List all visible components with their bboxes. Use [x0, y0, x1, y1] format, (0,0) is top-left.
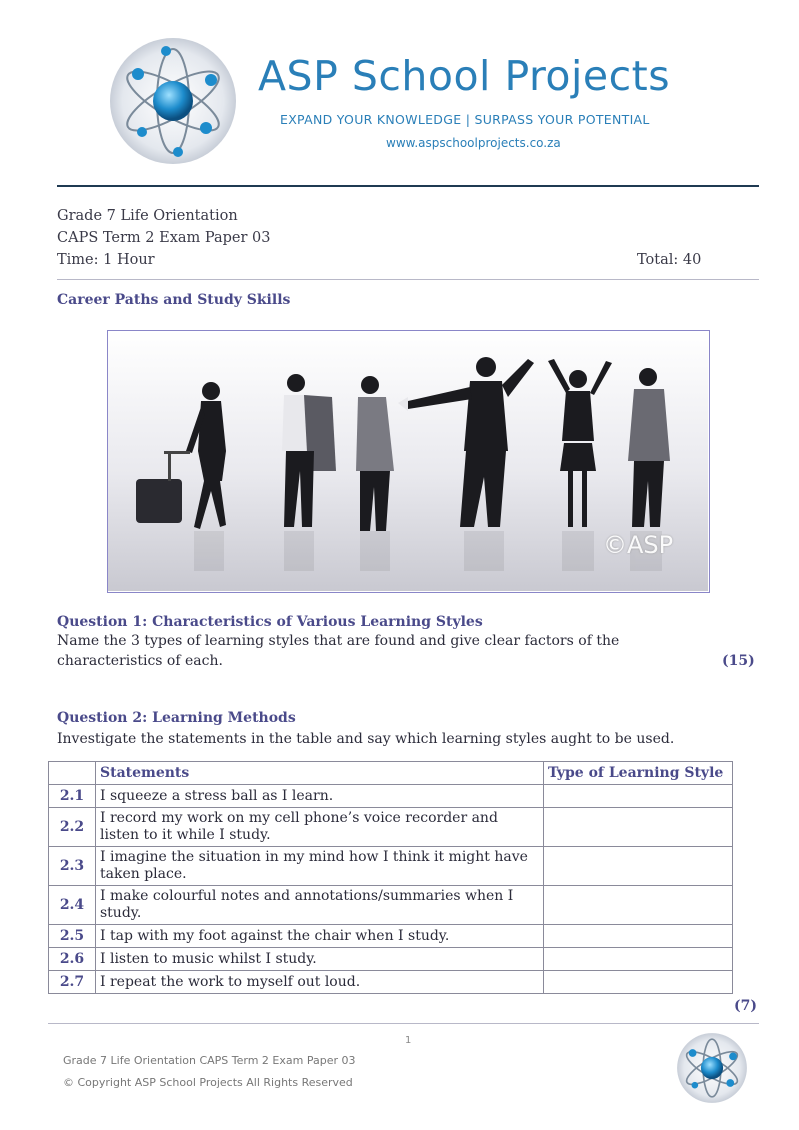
- row-number: 2.5: [49, 925, 96, 948]
- tagline: EXPAND YOUR KNOWLEDGE | SURPASS YOUR POTENTIAL: [280, 112, 650, 127]
- row-number: 2.2: [49, 808, 96, 847]
- atom-logo-icon: [108, 36, 238, 166]
- row-statement: I repeat the work to myself out loud.: [96, 971, 544, 994]
- total-label: Total: 40: [637, 252, 702, 268]
- row-number: 2.7: [49, 971, 96, 994]
- watermark: ©ASP: [603, 531, 674, 559]
- row-style-answer[interactable]: [544, 886, 733, 925]
- learning-methods-table: [48, 761, 733, 994]
- question-1-marks: (15): [722, 653, 755, 669]
- table-row: [49, 948, 733, 971]
- question-1-text-line2: characteristics of each.: [57, 653, 223, 669]
- table-row: [49, 785, 733, 808]
- row-statement: I make colourful notes and annotations/summaries when I study.: [96, 886, 544, 925]
- row-number: 2.6: [49, 948, 96, 971]
- table-row: [49, 847, 733, 886]
- question-1-heading: Question 1: Characteristics of Various Learning Styles: [57, 614, 483, 630]
- table-row: [49, 971, 733, 994]
- row-statement: I listen to music whilst I study.: [96, 948, 544, 971]
- term-label: CAPS Term 2 Exam Paper 03: [57, 230, 271, 246]
- question-2-marks: (7): [734, 998, 757, 1014]
- page-number: 1: [405, 1035, 412, 1046]
- question-2-text: Investigate the statements in the table and say which learning styles aught to be used.: [57, 731, 675, 747]
- table-row: [49, 925, 733, 948]
- row-statement: I imagine the situation in my mind how I think it might have taken place.: [96, 847, 544, 886]
- row-statement: I squeeze a stress ball as I learn.: [96, 785, 544, 808]
- brand-name: ASP School Projects: [258, 52, 671, 100]
- row-style-answer[interactable]: [544, 971, 733, 994]
- row-number: 2.3: [49, 847, 96, 886]
- footer-divider: [48, 1023, 759, 1024]
- row-style-answer[interactable]: [544, 808, 733, 847]
- table-row: [49, 808, 733, 847]
- grade-label: Grade 7 Life Orientation: [57, 208, 238, 224]
- table-header-statements: Statements: [96, 762, 544, 785]
- question-1-text-line1: Name the 3 types of learning styles that are found and give clear factors of the: [57, 633, 620, 649]
- topic-title: Career Paths and Study Skills: [57, 292, 291, 308]
- time-label: Time: 1 Hour: [57, 252, 155, 268]
- table-header-style: Type of Learning Style: [544, 762, 733, 785]
- website-link[interactable]: www.aspschoolprojects.co.za: [386, 136, 561, 150]
- row-style-answer[interactable]: [544, 847, 733, 886]
- table-header-num: [49, 762, 96, 785]
- table-row: [49, 886, 733, 925]
- header-divider: [57, 185, 759, 187]
- atom-logo-small-icon: [676, 1032, 748, 1104]
- row-statement: I tap with my foot against the chair when I study.: [96, 925, 544, 948]
- question-2-heading: Question 2: Learning Methods: [57, 710, 296, 726]
- row-style-answer[interactable]: [544, 925, 733, 948]
- row-statement: I record my work on my cell phone’s voice recorder and listen to it while I study.: [96, 808, 544, 847]
- row-number: 2.1: [49, 785, 96, 808]
- business-people-illustration: [107, 330, 710, 593]
- table-header-row: [49, 762, 733, 785]
- row-style-answer[interactable]: [544, 948, 733, 971]
- footer-copyright: © Copyright ASP School Projects All Rights Reserved: [63, 1076, 353, 1089]
- row-style-answer[interactable]: [544, 785, 733, 808]
- row-number: 2.4: [49, 886, 96, 925]
- meta-divider: [57, 279, 759, 280]
- footer-title: Grade 7 Life Orientation CAPS Term 2 Exam Paper 03: [63, 1054, 356, 1067]
